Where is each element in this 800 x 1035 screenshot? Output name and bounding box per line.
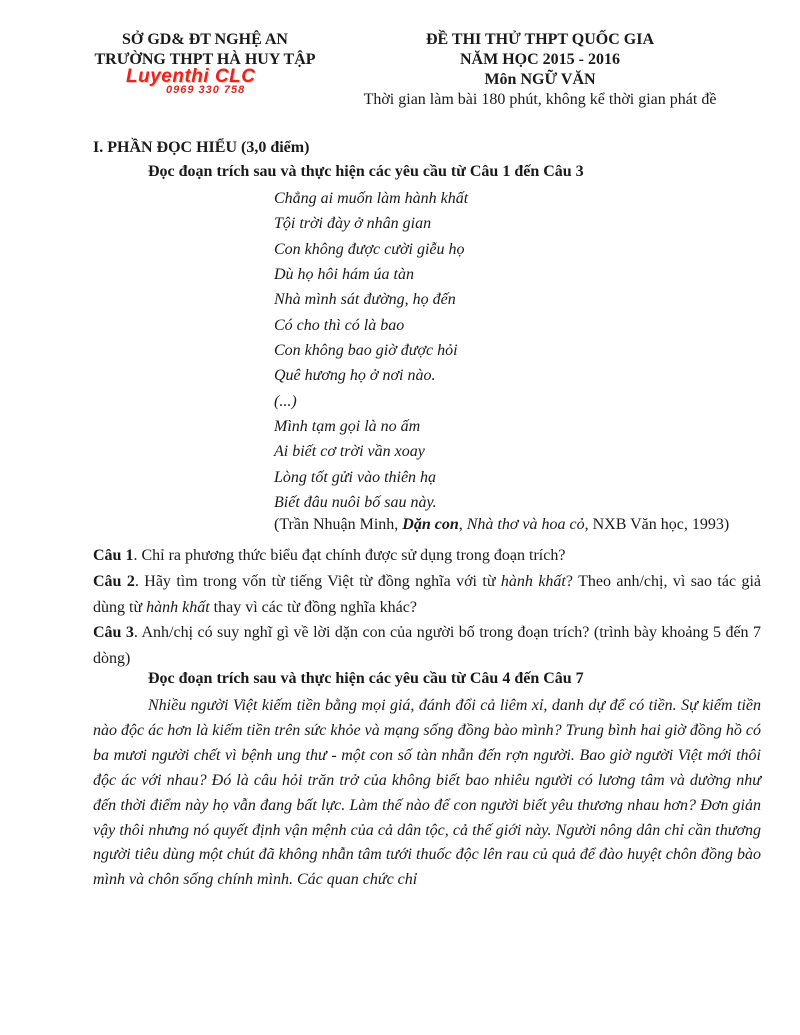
source-publisher: , NXB Văn học, 1993)	[584, 516, 730, 533]
question-term: hành khất	[146, 598, 210, 616]
poem-line: Lòng tốt gửi vào thiên hạ	[274, 468, 437, 486]
logo-phone: 0969 330 758	[166, 84, 246, 96]
poem-line: Nhà mình sát đường, họ đến	[274, 291, 456, 309]
poem-line: Ai biết cơ trời vần xoay	[274, 443, 425, 461]
question-text: . Anh/chị có suy nghĩ gì về lời dặn con của người bố trong đoạn trích?	[133, 624, 594, 641]
instruction-1: Đọc đoạn trích sau và thực hiện các yêu cầu từ Câu 1 đến Câu 3	[148, 163, 584, 180]
poem-line: Quê hương họ ở nơi nào.	[274, 367, 436, 385]
question-label: Câu 1	[93, 547, 134, 564]
source-author: (Trần Nhuận Minh,	[274, 516, 403, 533]
logo-text: Luyenthi CLC	[126, 66, 256, 87]
poem-source	[274, 516, 729, 534]
poem-line: Có cho thì có là bao	[274, 316, 405, 334]
subject: Môn NGỮ VĂN	[484, 71, 596, 88]
instruction-2: Đọc đoạn trích sau và thực hiện các yêu cầu từ Câu 4 đến Câu 7	[148, 670, 584, 687]
source-separator: ,	[458, 516, 467, 533]
question-3	[93, 620, 761, 671]
school-header	[60, 30, 350, 70]
school-year: NĂM HỌC 2015 - 2016	[460, 51, 620, 68]
poem-line: Mình tạm gọi là no ấm	[274, 418, 421, 436]
question-label: Câu 3	[93, 624, 134, 641]
question-note: (trình bày khoảng 5 đến 7 dòng)	[93, 624, 761, 667]
question-label: Câu 2	[93, 573, 135, 590]
question-2	[93, 569, 761, 620]
school-name: TRƯỜNG THPT HÀ HUY TẬP	[94, 51, 316, 68]
source-work: Dặn con	[402, 516, 459, 533]
poem-line: Tội trời đày ở nhân gian	[274, 215, 432, 233]
time-limit: Thời gian làm bài 180 phút, không kể thời gian phát đề	[363, 91, 717, 108]
prose-excerpt: Nhiều người Việt kiếm tiền bằng mọi giá, đánh đổi cả liêm xỉ, danh dự để có tiền. Sự kiếm tiền nào độc ác hơn là kiếm tiền trên sức khỏe và mạng sống đồng bào mình? Trung bình hai giờ đồng hồ có ba mươi người chết vì bệnh ung thư - một con số tàn nhẫn đến rợn người. Bao giờ người Việt mới thôi độc ác với nhau? Đó là câu hỏi trăn trở của không biết bao nhiêu người có lương tâm và dường như đến thời điểm này họ vẫn đang bất lực. Làm thế nào để con người biết yêu thương nhau hơn? Đơn giản vậy thôi nhưng nó quyết định vận mệnh của cả dân tộc, cả thế giới này. Người nông dân chỉ cần thương người tiêu dùng một chút đã không nhẫn tâm tưới thuốc độc lên rau củ quả để đào huyệt chôn đồng bào mình và chôn sống chính mình. Các quan chức chỉ	[93, 697, 761, 889]
luyenthi-logo	[120, 66, 290, 100]
poem-line: Con không được cười giễu họ	[274, 240, 465, 258]
question-text: thay vì các từ đồng nghĩa khác?	[209, 598, 417, 616]
question-text: . Hãy tìm trong vốn từ tiếng Việt từ đồng nghĩa với từ	[134, 573, 501, 590]
poem-line: Chẳng ai muốn làm hành khất	[274, 190, 469, 207]
department-name: SỞ GD& ĐT NGHỆ AN	[122, 31, 288, 48]
exam-header	[340, 30, 740, 110]
poem-line: Biết đâu nuôi bố sau này.	[274, 494, 437, 512]
question-text: ? Theo anh/chị, vì sao tác giả dùng từ	[93, 573, 762, 616]
question-term: hành khất	[500, 573, 566, 590]
question-text: . Chỉ ra phương thức biểu đạt chính được sử dụng trong đoạn trích?	[133, 547, 566, 564]
question-1	[93, 543, 761, 569]
section-title: I. PHẦN ĐỌC HIỂU (3,0 điểm)	[93, 139, 310, 156]
poem-line: (...)	[274, 392, 297, 410]
source-collection: Nhà thơ và hoa cỏ	[466, 516, 585, 533]
poem	[274, 186, 468, 515]
exam-title: ĐỀ THI THỬ THPT QUỐC GIA	[425, 31, 655, 48]
poem-line: Dù họ hôi hám úa tàn	[274, 266, 414, 284]
poem-line: Con không bao giờ được hỏi	[274, 342, 458, 360]
